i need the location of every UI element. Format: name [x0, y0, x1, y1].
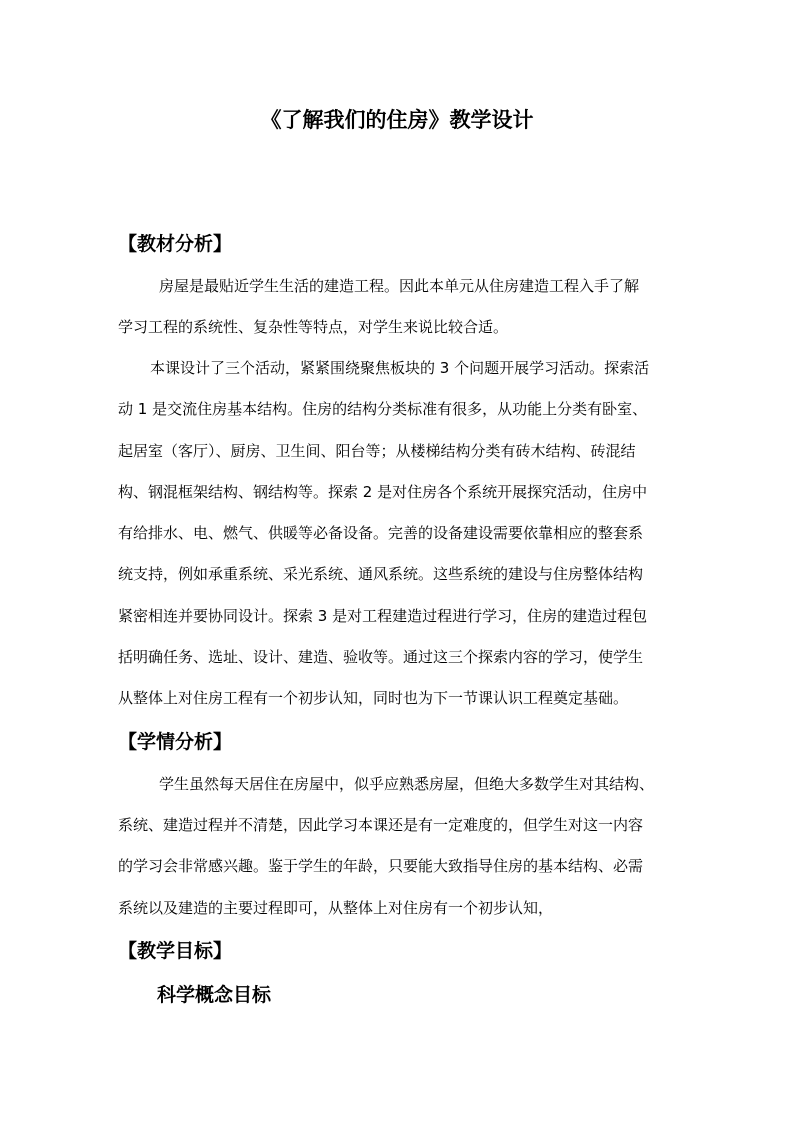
paragraph-line: 系统、建造过程并不清楚，因此学习本课还是有一定难度的，但学生对这一内容	[118, 816, 644, 834]
document-title: 《了解我们的住房》教学设计	[260, 108, 534, 132]
paragraph-line: 起居室（客厅）、厨房、卫生间、阳台等；从楼梯结构分类有砖木结构、砖混结	[118, 442, 636, 460]
paragraph-line: 统支持，例如承重系统、采光系统、通风系统。这些系统的建设与住房整体结构	[118, 565, 644, 583]
paragraph-line: 紧密相连并要协同设计。探索 3 是对工程建造过程进行学习，住房的建造过程包	[118, 607, 648, 625]
paragraph-line: 本课设计了三个活动，紧紧围绕聚焦板块的 3 个问题开展学习活动。探索活	[150, 359, 650, 377]
paragraph-line: 房屋是最贴近学生生活的建造工程。因此本单元从住房建造工程入手了解	[159, 277, 640, 295]
paragraph-line: 构、钢混框架结构、钢结构等。探索 2 是对住房各个系统开展探究活动，住房中	[118, 483, 648, 501]
paragraph-line: 系统以及建造的主要过程即可，从整体上对住房有一个初步认知，	[118, 899, 554, 917]
paragraph-line: 有给排水、电、燃气、供暖等必备设备。完善的设备建设需要依靠相应的整套系	[118, 524, 644, 542]
section-heading-student-analysis: 【学情分析】	[118, 731, 233, 753]
sub-heading-science-concept-objectives: 科学概念目标	[157, 984, 272, 1006]
section-heading-teaching-objectives: 【教学目标】	[118, 940, 233, 962]
paragraph-line: 从整体上对住房工程有一个初步认知，同时也为下一节课认识工程奠定基础。	[118, 689, 629, 707]
section-heading-textbook-analysis: 【教材分析】	[118, 233, 233, 255]
paragraph-line: 动 1 是交流住房基本结构。住房的结构分类标准有很多，从功能上分类有卧室、	[118, 400, 648, 418]
paragraph-line: 学习工程的系统性、复杂性等特点，对学生来说比较合适。	[118, 318, 509, 336]
paragraph-line: 学生虽然每天居住在房屋中，似乎应熟悉房屋，但绝大多数学生对其结构、	[159, 775, 655, 793]
paragraph-line: 的学习会非常感兴趣。鉴于学生的年龄，只要能大致指导住房的基本结构、必需	[118, 857, 644, 875]
paragraph-line: 括明确任务、选址、设计、建造、验收等。通过这三个探索内容的学习，使学生	[118, 648, 644, 666]
